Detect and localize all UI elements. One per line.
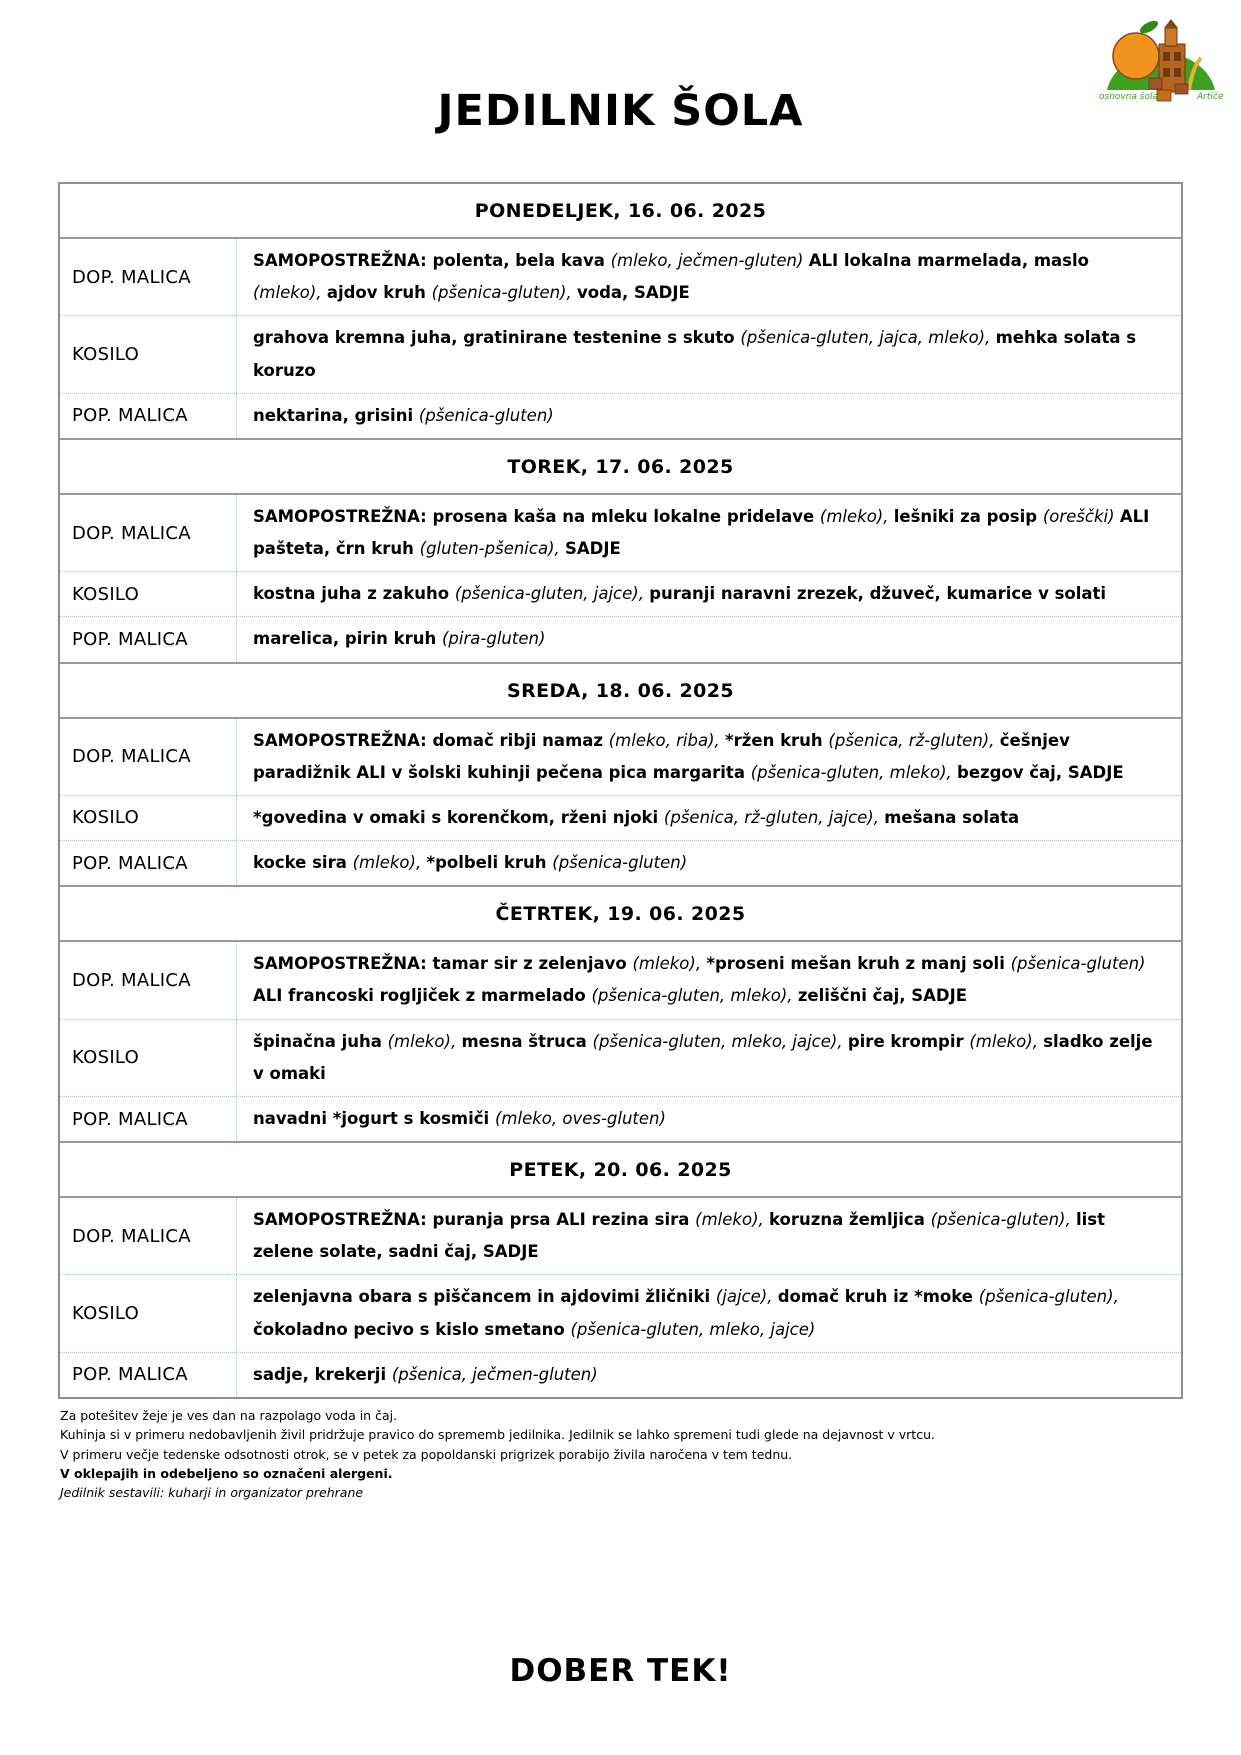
- logo-window-shape: [1174, 68, 1181, 77]
- meal-row: [60, 1352, 1181, 1397]
- menu-text-segment: SAMOPOSTREŽNA: prosena kaša na mleku lokalne pridelave: [253, 506, 820, 526]
- meal-label: POP. MALICA: [60, 1097, 237, 1141]
- meal-label: KOSILO: [60, 1020, 237, 1096]
- logo-block-shape: [1175, 84, 1188, 94]
- meal-label: POP. MALICA: [60, 1353, 237, 1397]
- meal-row: [60, 393, 1181, 438]
- menu-text-segment: bezgov čaj, SADJE: [957, 762, 1124, 782]
- menu-text-segment: (mleko),: [969, 1031, 1044, 1051]
- menu-text-segment: grahova kremna juha, gratinirane testenine s skuto: [253, 328, 741, 348]
- meal-label: KOSILO: [60, 572, 237, 616]
- menu-text-segment: marelica, pirin kruh: [253, 629, 442, 649]
- logo-apple-shape: [1113, 33, 1159, 79]
- menu-text-segment: SADJE: [565, 539, 621, 559]
- menu-text-segment: mesna štruca: [461, 1031, 593, 1051]
- meal-content: [237, 617, 1181, 661]
- meal-content: [237, 1275, 1181, 1351]
- meal-row: [60, 719, 1181, 795]
- menu-text-segment: koruzna žemljica: [769, 1210, 931, 1230]
- menu-text-segment: (mleko, oves-gluten): [494, 1108, 666, 1128]
- logo-window-shape: [1163, 52, 1170, 61]
- meal-label: DOP. MALICA: [60, 942, 237, 1018]
- menu-text-segment: (pšenica-gluten, mleko),: [750, 762, 958, 782]
- menu-text-segment: (pšenica-gluten, mleko, jajce): [570, 1319, 816, 1339]
- meal-content: [237, 1353, 1181, 1397]
- menu-text-segment: (mleko),: [695, 1210, 769, 1230]
- menu-text-segment: špinačna juha: [253, 1031, 388, 1051]
- menu-text-segment: (oreščki): [1042, 506, 1120, 526]
- menu-text-segment: (pšenica, rž-gluten, jajce),: [663, 807, 885, 827]
- logo-text-right: Artiče: [1197, 92, 1224, 102]
- menu-text-segment: (jajce),: [715, 1287, 778, 1307]
- menu-text-segment: SAMOPOSTREŽNA: puranja prsa ALI rezina sira: [253, 1210, 696, 1230]
- menu-text-segment: kostna juha z zakuho: [253, 584, 455, 604]
- meal-label: DOP. MALICA: [60, 495, 237, 571]
- menu-text-segment: list zelene solate, sadni čaj, SADJE: [253, 1210, 1105, 1262]
- footer-note: V oklepajih in odebeljeno so označeni alergeni.: [60, 1466, 393, 1482]
- menu-text-segment: sladko zelje v omaki: [253, 1031, 1153, 1083]
- page-title: JEDILNIK ŠOLA: [437, 86, 804, 136]
- menu-text-segment: ALI pašteta, črn kruh: [253, 506, 1150, 559]
- menu-text-segment: (mleko),: [352, 853, 427, 873]
- meal-row: [60, 239, 1181, 315]
- meal-label: KOSILO: [60, 1275, 237, 1351]
- school-logo-icon: [1097, 14, 1225, 108]
- menu-text-segment: češnjev paradižnik ALI v šolski kuhinji pečena pica margarita: [253, 730, 1070, 782]
- meal-row: [60, 1274, 1181, 1351]
- meal-content: [237, 796, 1181, 840]
- meal-row: [60, 795, 1181, 840]
- meal-content: [237, 394, 1181, 438]
- menu-text-segment: SAMOPOSTREŽNA: tamar sir z zelenjavo: [253, 954, 633, 974]
- menu-text-segment: (pšenica-gluten, jajca, mleko),: [740, 328, 996, 348]
- menu-text-segment: (gluten-pšenica),: [419, 539, 565, 559]
- menu-text-segment: *govedina v omaki s korenčkom, rženi njoki: [253, 807, 664, 827]
- menu-text-segment: (mleko),: [632, 954, 707, 974]
- meal-label: KOSILO: [60, 796, 237, 840]
- meal-content: [237, 841, 1181, 885]
- menu-text-segment: *proseni mešan kruh z manj soli: [706, 954, 1011, 974]
- meal-row: [60, 840, 1181, 885]
- menu-text-segment: (mleko),: [387, 1031, 462, 1051]
- menu-text-segment: ALI francoski rogljiček z marmelado: [253, 986, 592, 1006]
- logo-roof-shape: [1164, 19, 1178, 28]
- meal-content: [237, 495, 1181, 571]
- menu-text-segment: (pšenica-gluten),: [978, 1287, 1119, 1307]
- menu-text-segment: lešniki za posip: [893, 506, 1043, 526]
- menu-text-segment: (pšenica-gluten): [418, 405, 554, 425]
- meal-label: POP. MALICA: [60, 841, 237, 885]
- meal-row: [60, 571, 1181, 616]
- day-header: SREDA, 18. 06. 2025: [60, 662, 1181, 719]
- meal-row: [60, 1096, 1181, 1141]
- footer-note: Za potešitev žeje je ves dan na razpolago voda in čaj.: [60, 1407, 398, 1423]
- menu-text-segment: mešana solata: [884, 807, 1020, 827]
- menu-text-segment: nektarina, grisini: [253, 405, 419, 425]
- menu-text-segment: *polbeli kruh: [426, 853, 553, 873]
- meal-label: POP. MALICA: [60, 394, 237, 438]
- meal-row: [60, 1198, 1181, 1274]
- logo-window-shape: [1174, 52, 1181, 61]
- menu-text-segment: (pšenica-gluten): [1010, 954, 1146, 974]
- footer-notes: [60, 1406, 1183, 1503]
- footer-note: Jedilnik sestavili: kuharji in organizator prehrane: [60, 1485, 364, 1501]
- logo-block-shape: [1149, 78, 1162, 89]
- menu-text-segment: (mleko),: [253, 283, 327, 303]
- closing-text: DOBER TEK!: [509, 1652, 732, 1689]
- footer-note: Kuhinja si v primeru nedobavljenih živil pridržuje pravico do sprememb jedilnika. Jedilnik se lahko spremeni tudi glede na dejavnost v vrtcu.: [60, 1427, 935, 1443]
- meal-row: [60, 1019, 1181, 1096]
- day-header: PONEDELJEK, 16. 06. 2025: [60, 184, 1181, 239]
- menu-text-segment: (pšenica-gluten),: [930, 1210, 1076, 1230]
- meal-content: [237, 239, 1181, 315]
- menu-text-segment: (pšenica-gluten, jajce),: [454, 584, 650, 604]
- day-header: PETEK, 20. 06. 2025: [60, 1141, 1181, 1198]
- menu-text-segment: SAMOPOSTREŽNA: polenta, bela kava: [253, 251, 611, 270]
- meal-content: [237, 1198, 1181, 1274]
- menu-table: [58, 182, 1183, 1399]
- meal-content: [237, 942, 1181, 1018]
- menu-text-segment: ajdov kruh: [326, 283, 432, 303]
- meal-label: POP. MALICA: [60, 617, 237, 661]
- menu-text-segment: SAMOPOSTREŽNA: domač ribji namaz: [253, 730, 609, 750]
- meal-label: DOP. MALICA: [60, 719, 237, 795]
- meal-content: [237, 572, 1181, 616]
- meal-content: [237, 1020, 1181, 1096]
- meal-content: [237, 719, 1181, 795]
- logo-text-left: osnovna šola: [1099, 92, 1159, 102]
- meal-row: [60, 942, 1181, 1018]
- menu-text-segment: sadje, krekerji: [253, 1364, 392, 1384]
- menu-text-segment: (pšenica-gluten, mleko, jajce),: [592, 1031, 848, 1051]
- menu-text-segment: zeliščni čaj, SADJE: [797, 986, 968, 1006]
- menu-text-segment: (mleko, riba),: [608, 730, 726, 750]
- meal-row: [60, 315, 1181, 392]
- day-header: TOREK, 17. 06. 2025: [60, 438, 1181, 495]
- logo-tower-shape: [1165, 28, 1177, 46]
- meal-label: KOSILO: [60, 316, 237, 392]
- menu-text-segment: kocke sira: [253, 853, 353, 873]
- menu-text-segment: *ržen kruh: [725, 730, 829, 750]
- menu-text-segment: (pšenica-gluten),: [431, 283, 577, 303]
- meal-label: DOP. MALICA: [60, 1198, 237, 1274]
- menu-text-segment: puranji naravni zrezek, džuveč, kumarice v solati: [649, 584, 1107, 604]
- menu-text-segment: mehka solata s koruzo: [253, 328, 1137, 380]
- menu-text-segment: (mleko),: [819, 506, 894, 526]
- menu-text-segment: ALI lokalna marmelada, maslo: [808, 251, 1089, 270]
- menu-text-segment: zelenjavna obara s piščancem in ajdovimi žličniki: [253, 1287, 716, 1307]
- menu-text-segment: navadni *jogurt s kosmiči: [253, 1108, 495, 1128]
- menu-text-segment: čokoladno pecivo s kislo smetano: [253, 1319, 571, 1339]
- menu-text-segment: (pšenica, rž-gluten),: [828, 730, 1000, 750]
- meal-row: [60, 616, 1181, 661]
- menu-text-segment: (mleko, ječmen-gluten): [610, 251, 809, 270]
- menu-text-segment: (pšenica-gluten): [552, 853, 688, 873]
- logo-window-shape: [1163, 68, 1170, 77]
- meal-label: DOP. MALICA: [60, 239, 237, 315]
- menu-text-segment: (pira-gluten): [442, 629, 546, 649]
- logo-block-shape: [1157, 90, 1171, 101]
- meal-content: [237, 1097, 1181, 1141]
- meal-row: [60, 495, 1181, 571]
- footer-note: V primeru večje tedenske odsotnosti otrok, se v petek za popoldanski prigrizek porabijo živila naročena v tem tednu.: [60, 1446, 793, 1462]
- menu-text-segment: pire krompir: [847, 1031, 970, 1051]
- menu-text-segment: domač kruh iz *moke: [777, 1287, 979, 1307]
- menu-text-segment: (pšenica, ječmen-gluten): [391, 1364, 598, 1384]
- day-header: ČETRTEK, 19. 06. 2025: [60, 885, 1181, 942]
- menu-text-segment: voda, SADJE: [576, 283, 690, 303]
- meal-content: [237, 316, 1181, 392]
- menu-text-segment: (pšenica-gluten, mleko),: [591, 986, 798, 1006]
